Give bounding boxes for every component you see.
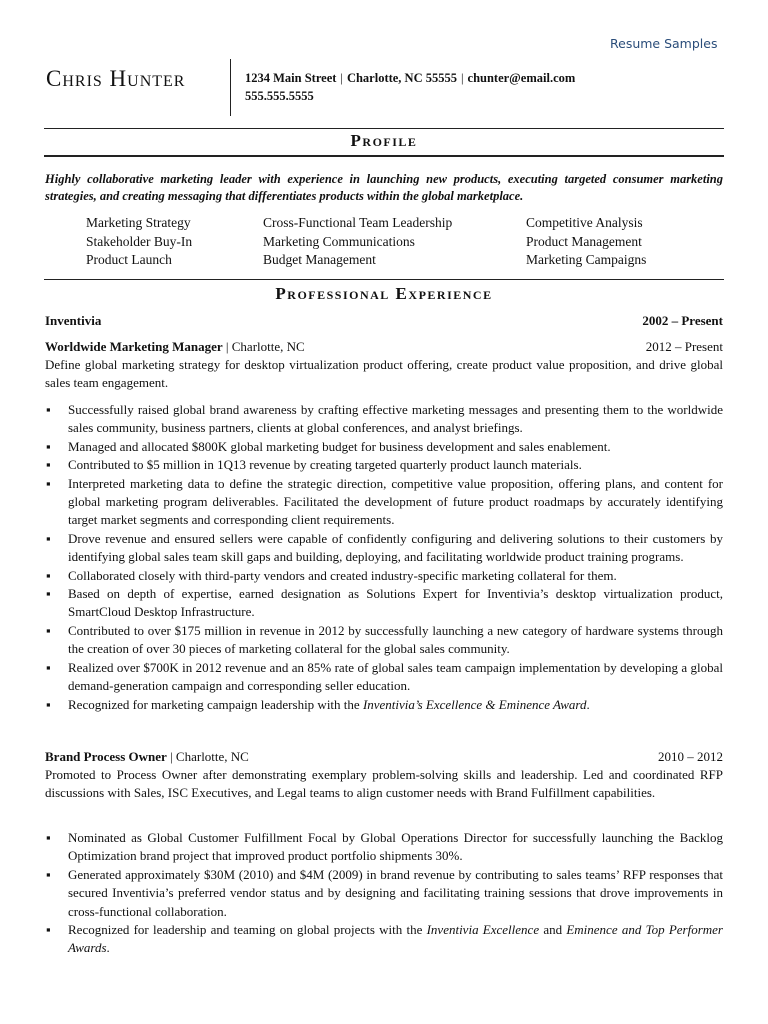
job1-dates: 2012 – Present [645, 339, 723, 354]
city: Charlotte, NC 55555 [346, 71, 457, 85]
contact-block [245, 69, 575, 105]
list-item: ▪ Generated approximately $30M (2010) and $4M (2009) in brand revenue by contributing to sales teams’ RFP responses that secured Inventivia’s preferred vendor status and by designing and facilitating training sessions that drove improvements in cross-functional collaboration. [45, 866, 723, 921]
phone: 555.555.5555 [245, 89, 314, 103]
list-item: ▪ Interpreted marketing data to define the strategic direction, competitive value proposition, offering plans, and content for global marketing program deliverables. Facilitated the development of future product roadmaps by accurately identifying target market segments and corresponding client requirements. [45, 475, 723, 530]
list-item: ▪ Nominated as Global Customer Fulfillment Focal by Global Operations Director for successfully launching the Backlog Optimization brand project that improved product portfolio shipments 30%. [45, 829, 723, 866]
separator: | [166, 749, 176, 764]
skill-item: Product Management [526, 233, 642, 249]
skills-column-3 [526, 214, 646, 270]
profile-bottom-rule [44, 155, 724, 157]
list-item [45, 921, 723, 958]
job2-title-row [45, 749, 723, 765]
skill-item: Competitive Analysis [526, 215, 643, 230]
separator: | [340, 71, 343, 85]
list-item: ▪ Contributed to over $175 million in revenue in 2012 by successfully launching a new category of hardware systems through the creation of over 30 pieces of marketing collateral for the global sales community. [45, 622, 723, 659]
award-bullet-suffix: . [106, 940, 110, 956]
skill-item: Marketing Strategy [86, 215, 191, 230]
address: 1234 Main Street [245, 71, 337, 85]
skill-item: Cross-Functional Team Leadership [263, 215, 453, 230]
list-item: ▪ Realized over $700K in 2012 revenue and an 85% rate of global sales team campaign implementation by developing a global demand-generation campaign and corresponding seller education. [45, 659, 723, 696]
job2-description: Promoted to Process Owner after demonstrating exemplary problem-solving skills and leadership. Led and coordinated RFP discussions with Sales, ISC Executives, and Legal teams to align customer needs with Brand Fulfillment capabilities. [45, 767, 723, 801]
list-item [45, 696, 723, 714]
award-name: Inventivia’s Excellence & Eminence Award [362, 696, 587, 712]
job1-bullets [45, 401, 723, 714]
candidate-name: Chris Hunter [46, 66, 186, 91]
job1-title-row [45, 339, 723, 355]
award-name: Inventivia Excellence [426, 922, 540, 938]
list-item: ▪ Collaborated closely with third-party vendors and created industry-specific marketing collateral for them. [45, 567, 723, 585]
resume-samples-link[interactable]: Resume Samples [610, 36, 718, 51]
skills-column-2 [263, 214, 452, 270]
skill-item: Product Launch [86, 252, 172, 267]
skills-column-1 [86, 214, 192, 270]
profile-top-rule [44, 128, 724, 129]
job1-location: Charlotte, NC [231, 339, 305, 354]
separator: | [222, 339, 232, 354]
email[interactable]: chunter@email.com [467, 71, 576, 85]
skill-item: Marketing Communications [263, 233, 415, 249]
list-item: ▪ Drove revenue and ensured sellers were capable of confidently configuring and delivering solutions to their customers by identifying global sales team skill gaps and building, deploying, and facilitating worldwide product training programs. [45, 530, 723, 567]
header-divider [230, 59, 231, 116]
award-name: Eminence and Top Performer Awards [68, 922, 723, 956]
award-bullet-suffix: . [586, 696, 590, 712]
profile-heading: Profile [350, 131, 418, 150]
experience-heading: Professional Experience [275, 284, 493, 303]
skill-item: Stakeholder Buy-In [86, 233, 193, 249]
job1-title: Worldwide Marketing Manager [45, 339, 223, 354]
job2-location: Charlotte, NC [175, 749, 249, 764]
skill-item: Marketing Campaigns [526, 252, 647, 267]
award-bullet-prefix: Recognized for leadership and teaming on global projects with the [68, 922, 427, 938]
company-dates: 2002 – Present [642, 313, 723, 328]
job1-description: Define global marketing strategy for desktop virtualization product offering, create product value proposition, and drive global sales team engagement. [45, 357, 723, 391]
company-name: Inventivia [45, 313, 102, 328]
list-item: ▪ Based on depth of expertise, earned designation as Solutions Expert for Inventivia’s desktop virtualization product, SmartCloud Desktop Infrastructure. [45, 585, 723, 622]
list-item: ▪ Successfully raised global brand awareness by crafting effective marketing messages and presenting them to the worldwide sales community, business partners, clients at global conferences, and analyst briefings. [45, 401, 723, 438]
job2-dates: 2010 – 2012 [658, 749, 723, 764]
job2-title: Brand Process Owner [45, 749, 167, 764]
experience-top-rule [44, 279, 724, 280]
separator: | [461, 71, 464, 85]
list-item: ▪ Managed and allocated $800K global marketing budget for business development and sales enablement. [45, 438, 723, 456]
profile-summary: Highly collaborative marketing leader with experience in launching new products, executing targeted consumer marketing strategies, and creating messaging that differentiates products within the global marketplace. [45, 172, 723, 203]
company-row [45, 313, 723, 329]
job2-bullets [45, 829, 723, 958]
award-bullet-mid: and [539, 922, 567, 938]
list-item: ▪ Contributed to $5 million in 1Q13 revenue by creating targeted quarterly product launch materials. [45, 456, 723, 474]
contact-line-1 [245, 69, 575, 87]
skill-item: Budget Management [263, 252, 376, 267]
award-bullet-prefix: Recognized for marketing campaign leadership with the [68, 696, 363, 712]
